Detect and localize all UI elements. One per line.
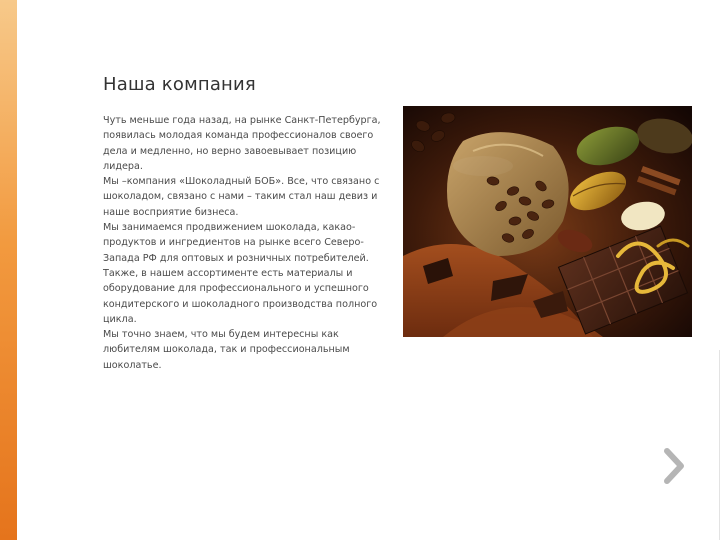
paragraph-company: Мы –компания «Шоколадный БОБ». Все, что связано с шоколадом, связано с нами – таким стал наш девиз и наше восприятие бизнеса. — [103, 176, 380, 218]
accent-bar — [0, 0, 17, 540]
next-slide-button[interactable] — [661, 447, 687, 485]
paragraph-products: Мы занимаемся продвижением шоколада, какао-продуктов и ингредиентов на рынке всего Северо-Запада РФ для оптовых и розничных потребителей. Также, в нашем ассортименте есть материалы и оборудование для профессионального и успешного кондитерского и шоколадного производства полного цикла. — [103, 222, 378, 325]
chocolate-photo — [403, 106, 692, 337]
slide-body — [103, 113, 393, 373]
chevron-right-icon — [661, 447, 687, 485]
slide-title: Наша компания — [103, 74, 256, 95]
paragraph-intro: Чуть меньше года назад, на рынке Санкт-Петербурга, появилась молодая команда профессионалов своего дела и медленно, но верно завоевывает позицию лидера. — [103, 115, 381, 172]
paragraph-audience: Мы точно знаем, что мы будем интересны как любителям шоколада, так и профессиональным шоколатье. — [103, 329, 350, 371]
